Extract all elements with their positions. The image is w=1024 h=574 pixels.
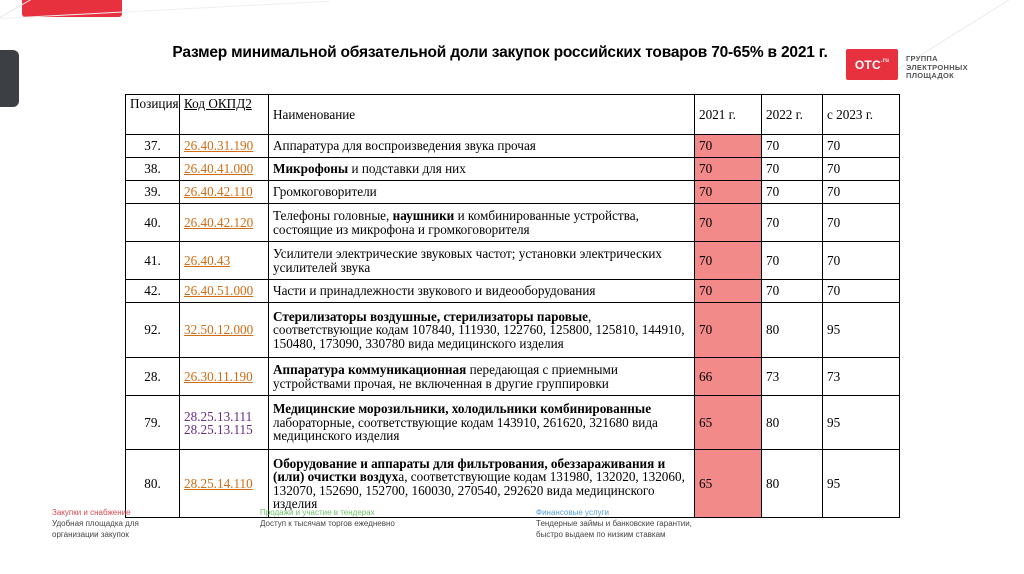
table-row: 40. 26.40.42.120 Телефоны головные, наушники и комбинированные устройства, состоящие из микрофона и громкоговорителя 70 70 70 bbox=[126, 204, 900, 242]
page-title: Размер минимальной обязательной доли закупок российских товаров 70-65% в 2021 г. bbox=[172, 44, 828, 61]
footer-procurement[interactable]: Закупки и снабжение Удобная площадка для организации закупок bbox=[52, 508, 139, 539]
table-row: 41. 26.40.43 Усилители электрические звуковых частот; установки электрических усилителей звука 70 70 70 bbox=[126, 242, 900, 280]
okpd-code-link[interactable]: 26.40.42.120 bbox=[184, 214, 254, 230]
header-2023: с 2023 г. bbox=[823, 95, 900, 135]
header-name: Наименование bbox=[269, 95, 695, 135]
okpd-code-link[interactable]: 26.40.42.110 bbox=[184, 184, 253, 200]
okpd-code-link[interactable]: 26.40.31.190 bbox=[184, 138, 254, 154]
table-row: 80. 28.25.14.110 Оборудование и аппараты для фильтрования, обеззараживания и (или) очистки воздуха, соответствующие кодам 131980, 132020, 132060, 132070, 152690, 152700, 160030, 270540, 292620 вида медицинского изделия 65 80 95 bbox=[126, 450, 900, 518]
logo-caption: ГРУППА ЭЛЕКТРОННЫХ ПЛОЩАДОК bbox=[906, 54, 968, 80]
okpd-code-link[interactable]: 28.25.14.110 bbox=[184, 475, 253, 491]
okpd-code-link[interactable]: 26.30.11.190 bbox=[184, 368, 253, 384]
footer-finance[interactable]: Финансовые услуги Тендерные займы и банковские гарантии, быстро выдаем по низким ставкам bbox=[536, 508, 692, 539]
table-row: 39. 26.40.42.110 Громкоговорители 70 70 70 bbox=[126, 181, 900, 204]
table-row: 37. 26.40.31.190 Аппаратура для воспроизведения звука прочая 70 70 70 bbox=[126, 135, 900, 158]
table-row: 38. 26.40.41.000 Микрофоны и подставки для них 70 70 70 bbox=[126, 158, 900, 181]
table-row: 92. 32.50.12.000 Стерилизаторы воздушные, стерилизаторы паровые, соответствующие кодам 107840, 111930, 122760, 125800, 125810, 144910, 150480, 173090, 330780 вида медицинского изделия 70 80 95 bbox=[126, 303, 900, 358]
okpd-code-link[interactable]: 26.40.41.000 bbox=[184, 161, 254, 177]
okpd-code: 28.25.13.111 bbox=[184, 408, 253, 424]
table-row: 79. 28.25.13.111 28.25.13.115 Медицинские морозильники, холодильники комбинированные лабораторные, соответствующие кодам 143910, 261620, 321680 вида медицинского изделия 65 80 95 bbox=[126, 396, 900, 450]
okpd-code-link[interactable]: 26.40.43 bbox=[184, 252, 231, 268]
header-position: Позиция bbox=[126, 95, 180, 135]
footer-sales[interactable]: Продажи и участие в тендерах Доступ к тысячам торгов ежедневно bbox=[260, 508, 395, 528]
table-row: 42. 26.40.51.000 Части и принадлежности звукового и видеооборудования 70 70 70 bbox=[126, 280, 900, 303]
slide-nav-tab[interactable] bbox=[0, 50, 19, 107]
okpd-code: 28.25.13.115 bbox=[184, 421, 253, 437]
header-2022: 2022 г. bbox=[762, 95, 823, 135]
otc-logo[interactable] bbox=[846, 49, 898, 80]
procurement-share-table bbox=[125, 94, 900, 518]
okpd-code-link[interactable]: 26.40.51.000 bbox=[184, 283, 254, 299]
okpd-code-link[interactable]: 32.50.12.000 bbox=[184, 322, 254, 338]
header-code: Код ОКПД2 bbox=[180, 95, 269, 135]
logo-mark: $OTC^{.ru}$ bbox=[854, 57, 890, 72]
table-row: 28. 26.30.11.190 Аппаратура коммуникационная передающая с приемными устройствами прочая, не включенная в другие группировки 66 73 73 bbox=[126, 358, 900, 396]
header-2021: 2021 г. bbox=[695, 95, 762, 135]
